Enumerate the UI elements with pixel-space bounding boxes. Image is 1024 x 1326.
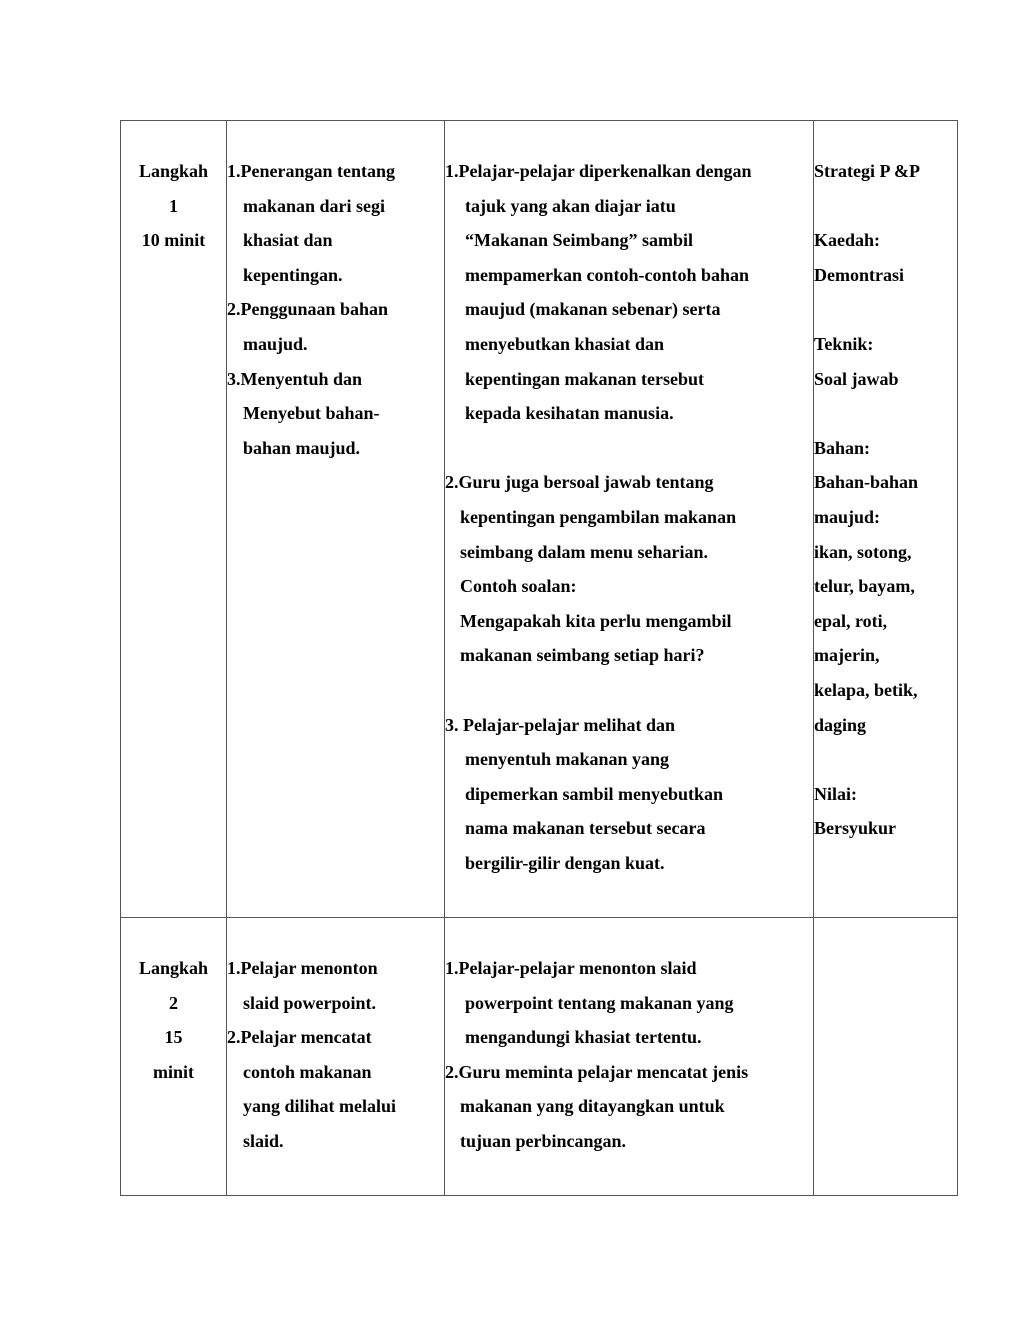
kaedah-label: Kaedah: [814, 230, 881, 251]
activity-item: 1.Penerangan tentang [227, 161, 395, 181]
bahan-line: Bahan-bahan [814, 472, 919, 493]
step-duration: 10 minit [141, 230, 206, 251]
activity-cell [227, 121, 445, 918]
step-cell [121, 121, 227, 918]
procedure-line: nama makanan tersebut secara [465, 818, 706, 839]
procedure-line: seimbang dalam menu seharian. [460, 541, 709, 562]
procedure-line: Contoh soalan: [460, 576, 577, 597]
step-cell [121, 918, 227, 1196]
procedure-item: 3. Pelajar-pelajar melihat dan [445, 714, 675, 735]
activity-line: slaid. [243, 1130, 284, 1151]
procedure-line: makanan yang ditayangkan untuk [460, 1096, 725, 1117]
nilai-label: Nilai: [814, 783, 857, 804]
procedure-line: dipemerkan sambil menyebutkan [465, 783, 724, 804]
procedure-cell [445, 918, 814, 1196]
kaedah-value: Demontrasi [814, 264, 904, 285]
procedure-line: kepentingan pengambilan makanan [460, 506, 737, 527]
bahan-line: telur, bayam, [814, 576, 915, 597]
activity-cell [227, 918, 445, 1196]
procedure-line: mempamerkan contoh-contoh bahan [465, 264, 750, 285]
bahan-label: Bahan: [814, 437, 871, 458]
step-label: Langkah [138, 958, 209, 978]
activity-line: khasiat dan [243, 230, 333, 251]
procedure-line: menyebutkan khasiat dan [465, 333, 665, 354]
teknik-value: Soal jawab [814, 368, 899, 389]
procedure-line: maujud (makanan sebenar) serta [465, 299, 721, 320]
bahan-line: majerin, [814, 645, 880, 666]
bahan-line: ikan, sotong, [814, 541, 912, 562]
procedure-line: kepentingan makanan tersebut [465, 368, 705, 389]
activity-item: 3.Menyentuh dan [227, 368, 363, 389]
procedure-line: Mengapakah kita perlu mengambil [460, 610, 732, 631]
step-number: 1 [169, 195, 178, 216]
lesson-plan-table [120, 120, 958, 1196]
step-number: 2 [169, 992, 178, 1013]
activity-item: 2.Pelajar mencatat [227, 1027, 372, 1048]
bahan-line: kelapa, betik, [814, 679, 918, 700]
activity-line: makanan dari segi [243, 195, 386, 216]
nilai-value: Bersyukur [814, 818, 897, 839]
teknik-label: Teknik: [814, 333, 874, 354]
procedure-line: powerpoint tentang makanan yang [465, 992, 734, 1013]
activity-line: maujud. [243, 333, 308, 354]
procedure-item: 1.Pelajar-pelajar diperkenalkan dengan [445, 161, 752, 181]
strategy-cell-empty [814, 918, 958, 1196]
bahan-line: epal, roti, [814, 610, 888, 631]
activity-line: bahan maujud. [243, 437, 361, 458]
table-row [121, 918, 958, 1196]
strategy-title: Strategi P &P [814, 161, 920, 181]
table-row [121, 121, 958, 918]
procedure-line: tajuk yang akan diajar iatu [465, 195, 676, 216]
activity-line: contoh makanan [243, 1061, 372, 1082]
bahan-line: maujud: [814, 506, 881, 527]
procedure-item: 2.Guru meminta pelajar mencatat jenis [445, 1061, 749, 1082]
step-duration: 15 [164, 1027, 183, 1048]
step-duration-unit: minit [152, 1061, 194, 1082]
step-label: Langkah [138, 161, 209, 181]
activity-line: yang dilihat melalui [243, 1096, 397, 1117]
procedure-line: mengandungi khasiat tertentu. [465, 1027, 702, 1048]
procedure-item: 1.Pelajar-pelajar menonton slaid [445, 958, 697, 978]
activity-line: kepentingan. [243, 264, 343, 285]
bahan-line: daging [814, 714, 867, 735]
activity-item: 2.Penggunaan bahan [227, 299, 389, 320]
procedure-line: tujuan perbincangan. [460, 1130, 627, 1151]
procedure-line: kepada kesihatan manusia. [465, 403, 674, 424]
procedure-line: bergilir-gilir dengan kuat. [465, 852, 665, 873]
strategy-cell [814, 121, 958, 918]
activity-line: Menyebut bahan- [243, 403, 380, 424]
procedure-line: “Makanan Seimbang” sambil [465, 230, 694, 251]
procedure-line: menyentuh makanan yang [465, 749, 670, 770]
procedure-item: 2.Guru juga bersoal jawab tentang [445, 472, 714, 493]
procedure-cell [445, 121, 814, 918]
activity-item: 1.Pelajar menonton [227, 958, 378, 978]
procedure-line: makanan seimbang setiap hari? [460, 645, 705, 666]
activity-line: slaid powerpoint. [243, 992, 377, 1013]
